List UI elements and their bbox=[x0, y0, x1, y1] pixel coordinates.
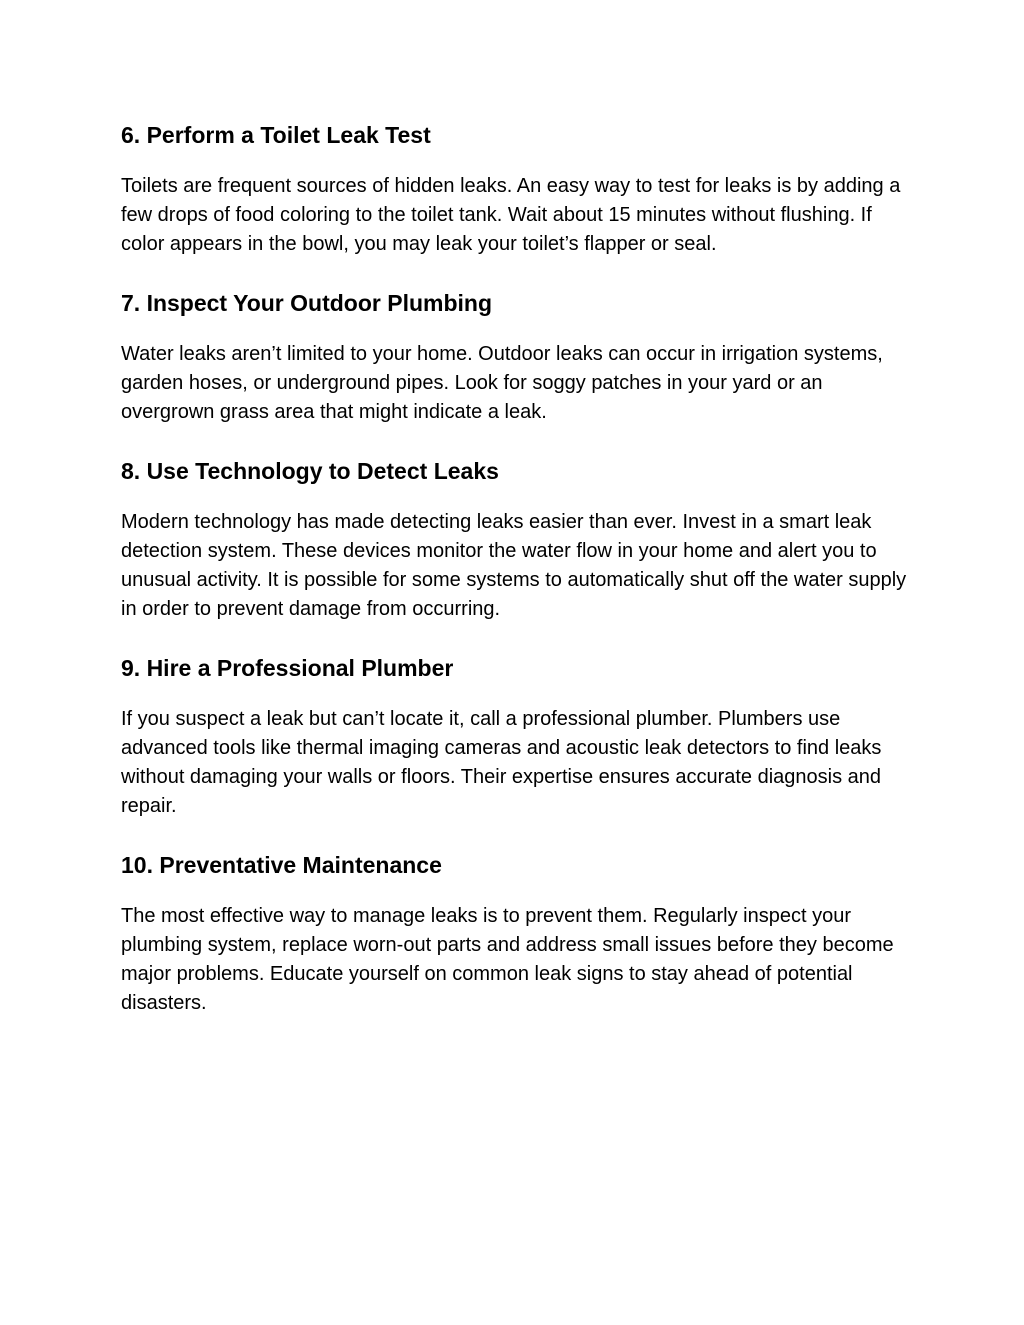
section-body: Toilets are frequent sources of hidden leaks. An easy way to test for leaks is by adding a few drops of food coloring to the toilet tank. Wait about 15 minutes without flushing. If color appears in the bowl, you may leak your toilet’s flapper or seal. bbox=[121, 175, 901, 255]
section-heading: 10. Preventative Maintenance bbox=[121, 852, 442, 878]
section-hire-plumber bbox=[121, 645, 911, 821]
section-preventative-maintenance bbox=[121, 842, 911, 1018]
section-heading: 9. Hire a Professional Plumber bbox=[121, 655, 454, 681]
section-heading: 7. Inspect Your Outdoor Plumbing bbox=[121, 290, 492, 316]
section-body: Water leaks aren’t limited to your home. Outdoor leaks can occur in irrigation systems, garden hoses, or underground pipes. Look for soggy patches in your yard or an overgrown grass area that might indicate a leak. bbox=[121, 343, 883, 423]
document-page bbox=[121, 112, 911, 1018]
section-technology-detect-leaks bbox=[121, 448, 911, 624]
section-body: The most effective way to manage leaks is to prevent them. Regularly inspect your plumbing system, replace worn-out parts and address small issues before they become major problems. Educate yourself on common leak signs to stay ahead of potential disasters. bbox=[121, 905, 894, 1014]
section-heading: 6. Perform a Toilet Leak Test bbox=[121, 122, 431, 148]
section-outdoor-plumbing bbox=[121, 280, 911, 427]
section-body: Modern technology has made detecting leaks easier than ever. Invest in a smart leak detection system. These devices monitor the water flow in your home and alert you to unusual activity. It is possible for some systems to automatically shut off the water supply in order to prevent damage from occurring. bbox=[121, 511, 907, 620]
section-toilet-leak-test bbox=[121, 112, 911, 259]
section-heading: 8. Use Technology to Detect Leaks bbox=[121, 458, 499, 484]
section-body: If you suspect a leak but can’t locate it, call a professional plumber. Plumbers use advanced tools like thermal imaging cameras and acoustic leak detectors to find leaks without damaging your walls or floors. Their expertise ensures accurate diagnosis and repair. bbox=[121, 708, 882, 817]
